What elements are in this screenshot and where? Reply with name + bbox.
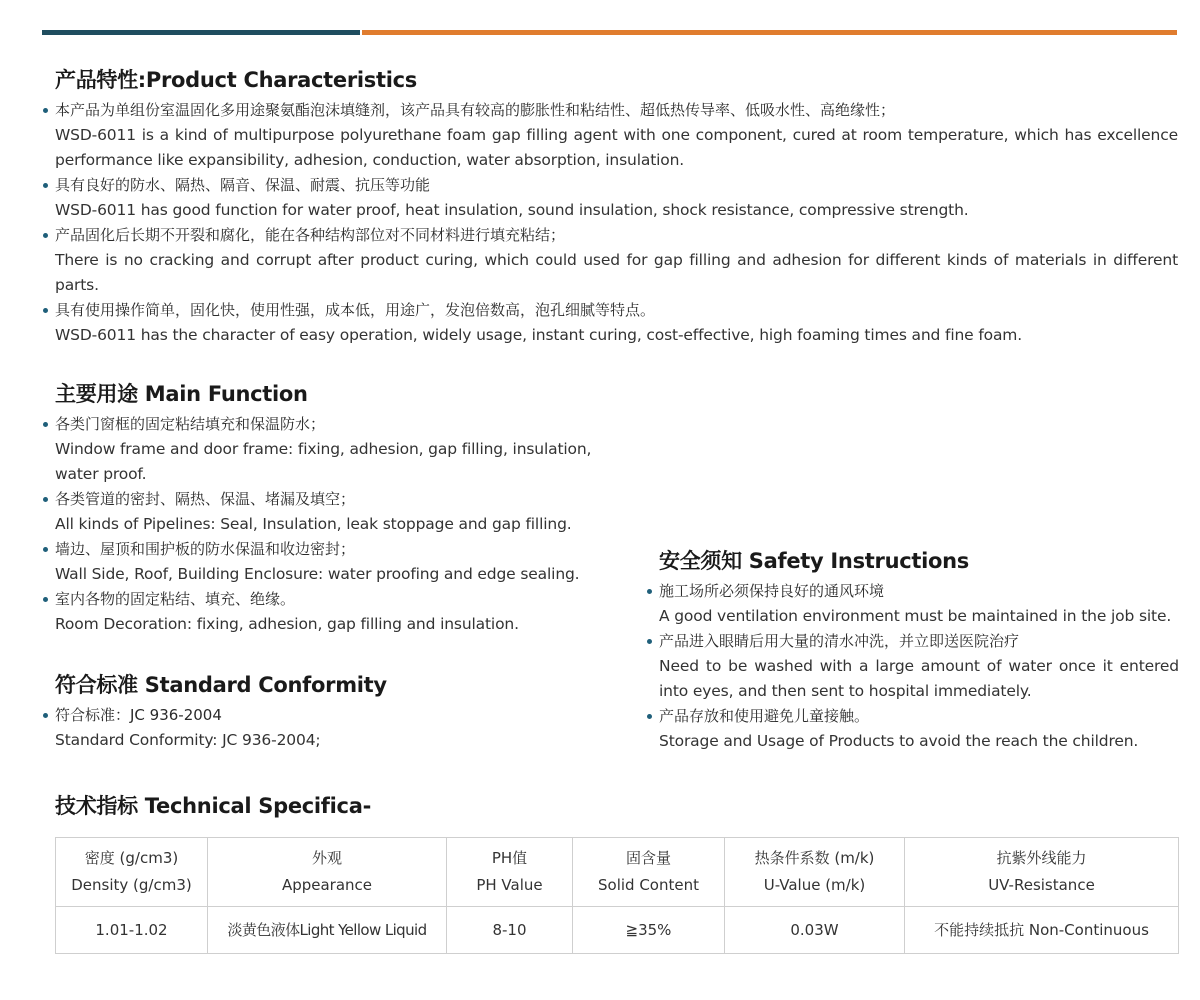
- section-safety-instructions: [659, 545, 1179, 754]
- table-cell: 8-10: [447, 907, 573, 954]
- item-text-en: WSD-6011 has the character of easy operation, widely usage, instant curing, cost-effective, high foaming times and fine foam.: [55, 326, 1023, 344]
- bullet-icon: [43, 422, 48, 427]
- column-header: [905, 838, 1179, 907]
- item-text-en: WSD-6011 has good function for water proof, heat insulation, sound insulation, shock resistance, compressive strength.: [55, 201, 969, 219]
- column-header-en: Solid Content: [598, 876, 699, 894]
- bullet-icon: [43, 233, 48, 238]
- list-item: [55, 412, 615, 487]
- bullet-icon: [43, 597, 48, 602]
- list-item: [55, 223, 1178, 298]
- item-text-en: There is no cracking and corrupt after product curing, which could used for gap filling and adhesion for different kinds of materials in different parts.: [55, 251, 1178, 294]
- column-header: [725, 838, 905, 907]
- bullet-icon: [43, 183, 48, 188]
- bullet-icon: [43, 713, 48, 718]
- section-heading: 符合标准 Standard Conformity: [55, 673, 387, 697]
- list-item: [659, 704, 1179, 754]
- bullet-icon: [43, 108, 48, 113]
- column-header-en: UV-Resistance: [988, 876, 1095, 894]
- list-item: [55, 173, 1178, 223]
- section-standard-conformity: [55, 669, 615, 753]
- table-row: [56, 907, 1179, 954]
- column-header-en: PH Value: [476, 876, 543, 894]
- section-main-function: [55, 378, 615, 637]
- item-text-zh: 具有良好的防水、隔热、隔音、保温、耐震、抗压等功能: [55, 176, 431, 194]
- item-text-zh: 本产品为单组份室温固化多用途聚氨酯泡沫填缝剂，该产品具有较高的膨胀性和粘结性、超低热传导率、低吸水性、高绝缘性；: [55, 101, 896, 119]
- bullet-icon: [43, 497, 48, 502]
- item-text-en: All kinds of Pipelines: Seal, Insulation, leak stoppage and gap filling.: [55, 515, 572, 533]
- item-text-zh: 室内各物的固定粘结、填充、绝缘。: [55, 590, 296, 608]
- table-header-row: [56, 838, 1179, 907]
- item-text-zh: 产品固化后长期不开裂和腐化，能在各种结构部位对不同材料进行填充粘结；: [55, 226, 566, 244]
- list-item: [55, 537, 615, 587]
- list-item: [659, 579, 1179, 629]
- column-header: [573, 838, 725, 907]
- bullet-icon: [647, 589, 652, 594]
- column-header-zh: 密度 (g/cm3): [84, 849, 179, 867]
- column-header-zh: 抗紫外线能力: [996, 849, 1087, 867]
- bullet-icon: [647, 639, 652, 644]
- column-header: [208, 838, 447, 907]
- table-cell: ≧35%: [573, 907, 725, 954]
- list-item: [55, 298, 1178, 348]
- column-header: [56, 838, 208, 907]
- bullet-icon: [43, 547, 48, 552]
- list-item: [659, 629, 1179, 704]
- bullet-icon: [43, 308, 48, 313]
- bullet-icon: [647, 714, 652, 719]
- section-heading: 产品特性:Product Characteristics: [55, 68, 417, 92]
- section-heading: 安全须知 Safety Instructions: [659, 549, 969, 573]
- column-header-zh: 外观: [311, 849, 342, 867]
- column-header-zh: PH值: [491, 849, 528, 867]
- header-rule-right: [362, 30, 1177, 35]
- item-text-en: Standard Conformity: JC 936-2004;: [55, 731, 321, 749]
- item-text-en: Storage and Usage of Products to avoid the reach the children.: [659, 732, 1139, 750]
- table-cell: 淡黄色液体Light Yellow Liquid: [208, 907, 447, 954]
- item-text-zh: 各类门窗框的固定粘结填充和保温防水；: [55, 415, 326, 433]
- item-text-en: Room Decoration: fixing, adhesion, gap filling and insulation.: [55, 615, 519, 633]
- column-header-en: Appearance: [281, 876, 373, 894]
- item-text-en: A good ventilation environment must be maintained in the job site.: [659, 607, 1172, 625]
- table-cell: 不能持续抵抗 Non-Continuous: [905, 907, 1179, 954]
- section-product-characteristics: [55, 64, 1178, 348]
- column-header: [447, 838, 573, 907]
- item-text-zh: 符合标准：JC 936-2004: [55, 706, 222, 724]
- item-text-zh: 施工场所必须保持良好的通风环境: [659, 582, 885, 600]
- column-header-zh: 固含量: [625, 849, 671, 867]
- item-text-zh: 产品存放和使用避免儿童接触。: [659, 707, 870, 725]
- item-text-en: Window frame and door frame: fixing, adhesion, gap filling, insulation, water proof.: [55, 440, 592, 483]
- table-cell: 1.01-1.02: [56, 907, 208, 954]
- section-heading: 主要用途 Main Function: [55, 382, 308, 406]
- list-item: [55, 587, 615, 637]
- item-text-en: Wall Side, Roof, Building Enclosure: water proofing and edge sealing.: [55, 565, 580, 583]
- column-header-en: U-Value (m/k): [763, 876, 866, 894]
- header-rule-left: [42, 30, 360, 35]
- item-text-en: WSD-6011 is a kind of multipurpose polyurethane foam gap filling agent with one component, cured at room temperature, which has excellence performance like expansibility, adhesion, conduction, water absorption, insulation.: [55, 126, 1178, 169]
- item-text-en: Need to be washed with a large amount of water once it entered into eyes, and then sent to hospital immediately.: [659, 657, 1179, 700]
- spec-table: [55, 837, 1179, 954]
- list-item: [55, 703, 615, 753]
- item-text-zh: 产品进入眼睛后用大量的清水冲洗，并立即送医院治疗: [659, 632, 1020, 650]
- item-text-zh: 墙边、屋顶和围护板的防水保温和收边密封；: [55, 540, 356, 558]
- item-text-zh: 各类管道的密封、隔热、保温、堵漏及填空；: [55, 490, 356, 508]
- item-text-zh: 具有使用操作简单，固化快，使用性强，成本低，用途广，发泡倍数高，泡孔细腻等特点。: [55, 301, 656, 319]
- list-item: [55, 98, 1178, 173]
- section-heading: 技术指标 Technical Specifica-: [55, 794, 371, 818]
- list-item: [55, 487, 615, 537]
- column-header-zh: 热条件系数 (m/k): [754, 849, 875, 867]
- section-technical-specifications: [55, 790, 1178, 824]
- table-cell: 0.03W: [725, 907, 905, 954]
- column-header-en: Density (g/cm3): [71, 876, 192, 894]
